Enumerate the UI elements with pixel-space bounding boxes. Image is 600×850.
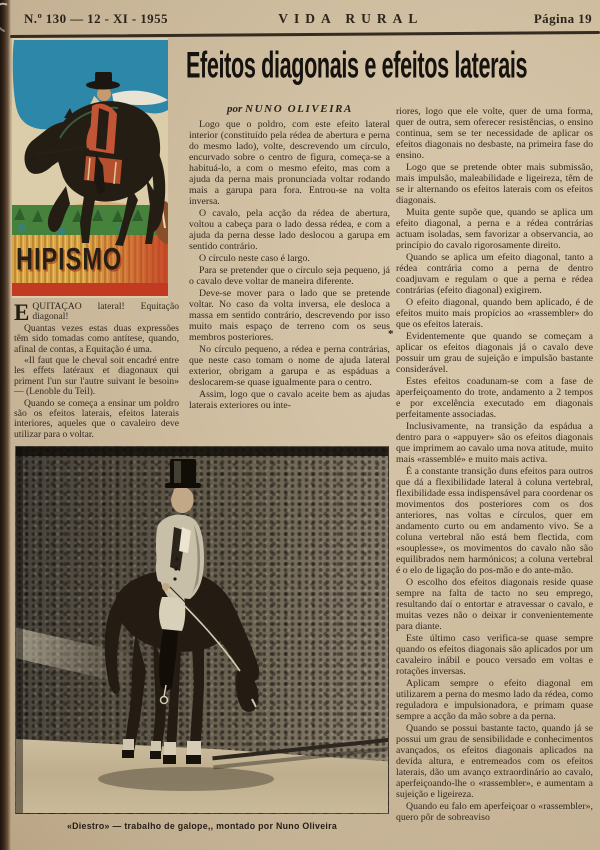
paragraph: «Il faut que le cheval soit encadré entre les effets latéraux et diagonaux qui priment l'un sur l'autre suivant le besoin» — (Lenoble du Teil).: [14, 355, 179, 398]
middle-column: [189, 119, 390, 447]
paragraph: Quando se começa a ensinar um poldro são os efeitos laterais, efeitos laterais interiores, aqueles que o cavaleiro deve utilizar para o voltar.: [14, 397, 179, 440]
paragraph: riores, logo que ele volte, quer de uma forma, quer de outra, sem oferecer resistências, o ensino continua, sem se ter necessidade de aplicar os efeitos diagonais no desbaste, na primeira fase do ensino.: [396, 106, 593, 161]
paragraph: Logo que se pretende obter mais submissão, mais impulsão, maleabilidade e ligeireza, têm de se ir alternando os efeitos laterais com os efeitos diagonais.: [396, 162, 593, 206]
footnote-marker: *: [388, 328, 394, 340]
dressage-photo: [15, 446, 389, 814]
photo-figures: [16, 447, 389, 814]
byline: [190, 103, 390, 115]
masthead-title: VIDA RURAL: [278, 11, 424, 26]
header-rule: [10, 31, 600, 38]
paragraph: Quando se aplica um efeito diagonal, tanto a rédea contrária como a perna de dentro coadjuvam e regulam o que a perna e rédea contrárias (efeito diagonal) exigirem.: [396, 252, 593, 296]
paragraph: Estes efeitos coadunam-se com a fase de aperfeiçoamento do trote, andamento a 2 tempos e por excelência executado em diagonais perfeitamente associadas.: [396, 376, 593, 420]
page-number: Página 19: [533, 11, 592, 26]
article-title: Efeitos diagonais e efeitos laterais: [186, 46, 528, 87]
lead-paragraph: [14, 302, 179, 323]
paragraph: Assim, logo que o cavalo aceite bem as ajudas laterais exteriores ou inte-: [189, 389, 390, 411]
left-column: [14, 302, 179, 454]
byline-prefix: por: [227, 103, 243, 115]
lead-text: QUITAÇÃO lateral! Equitação diagonal!: [32, 302, 179, 323]
paragraph: Logo que o poldro, com este efeito lateral interior (constituído pela rédea de abertura e perna do mesmo lado), volte, descrevendo um círculo, encurvado sobre o centro de figura, começa-se a habituá-lo, a com o mesmo efeito, mas com a ajuda da perna mais pronunciada voltar rodando mais a garupa para fora. Entrou-se na volta inversa.: [189, 119, 390, 207]
paragraph: Para se pretender que o círculo seja pequeno, já o cavalo deve voltar de maneira diferente.: [189, 265, 390, 287]
book-gutter-shadow: [0, 0, 11, 850]
page-header: [24, 11, 592, 27]
paragraph: Aplicam sempre o efeito diagonal em utilizarem a perna do mesmo lado da rédea, como reguladora e impulsionadora, e primam quase sempre a acção da mão sobre a da perna.: [396, 678, 593, 722]
paragraph: Deve-se mover para o lado que se pretende voltar. No caso da volta inversa, ele desloca a massa em sentido contrário, descrevendo por isso muito mais espaço de terreno com os seus membros posteriores.: [189, 288, 390, 343]
paragraph: Quando eu falo em aperfeiçoar o «rassembler», quero pôr de sobreaviso: [396, 801, 593, 823]
paragraph: É a constante transição duns efeitos para outros que dá a flexibilidade lateral à coluna vertebral, flexibilidade essa indispensável para coordenar os movimentos dos posteriores com os dos anteriores, nas voltas e círculos, quer em andamento curto ou em andamento vivo. Se a coluna vertebral não está bem flectida, com «souplesse», os movimentos do cavalo não são equilibrados nem harmónicos; a coluna vertebral é o elo de ligação do pos-mão e do ante-mão.: [396, 466, 593, 576]
photo-caption: «Diestro» — trabalho de galope,, montado por Nuno Oliveira: [66, 821, 338, 831]
paragraph: O escolho dos efeitos diagonais reside quase sempre na falta de tacto no seu emprego, resultando daí o entortar e atravessar o cavalo, e muitas vezes não o deixar ir convenientemente para diante.: [396, 577, 593, 632]
byline-author: NUNO OLIVEIRA: [245, 103, 353, 115]
paragraph: Evidentemente que quando se começam a aplicar os efeitos diagonais já o cavalo deve possuir um grau de sujeição e impulsão bastante considerável.: [396, 331, 593, 375]
paragraph: O efeito diagonal, quando bem aplicado, é de efeitos muito mais propícios ao «rassembler» do que os efeitos laterais.: [396, 297, 593, 330]
section-label: HIPISMO: [16, 242, 123, 278]
right-column: [396, 106, 593, 848]
paragraph: Quando se possui bastante tacto, quando já se possui um grau de sensibilidade e conhecimentos avançados, os efeitos diagonais aplicados na devida altura, e entremeados com os efeitos laterais, dão um avanço extraordinário ao cavalo, aperfeiçoando-lhe o «rassembler», e aumentam a sujeição e ligeireza.: [396, 723, 593, 800]
paragraph: Muita gente supõe que, quando se aplica um efeito diagonal, a perna e a rédea contrárias actuam isoladas, sem favorizar a observancia, ao princípio do cavalo rigorosamente direito.: [396, 207, 593, 251]
drop-cap: E: [14, 302, 30, 325]
left-paragraphs: [14, 324, 179, 440]
paragraph: O cavalo, pela acção da rédea de abertura, voltou a cabeça para o lado dessa rédea, e com a ajuda da perna desse lado deslocou a garupa em sentido contrário.: [189, 208, 390, 252]
paragraph: Este último caso verifica-se quase sempre quando os efeitos diagonais são aplicados por um cavaleiro inábil e pouco versado em voltas e rotações inversas.: [396, 633, 593, 677]
paragraph: Quantas vezes estas duas expressões têm sido tomadas como antítese, quando, afinal de contas, a Equitação é uma.: [14, 322, 179, 355]
paragraph: O círculo neste caso é largo.: [199, 253, 310, 264]
issue-number: N.º 130 — 12 - XI - 1955: [24, 11, 168, 26]
paper-scratch: [0, 0, 24, 38]
paragraph: Inclusivamente, na transição da espádua a dentro para o «appuyer» são os efeitos diagonais que imprimem ao cavalo uma nova atitude, muito mais «rassemblé» e muito mais activa.: [396, 421, 593, 465]
paragraph: No círculo pequeno, a rédea e perna contrárias, que neste caso tomam o nome de ajuda lateral exterior, obrigam a garupa e as espáduas a deslocarem-se quase igualmente para o centro.: [189, 344, 390, 388]
hipismo-illustration: [12, 38, 168, 298]
